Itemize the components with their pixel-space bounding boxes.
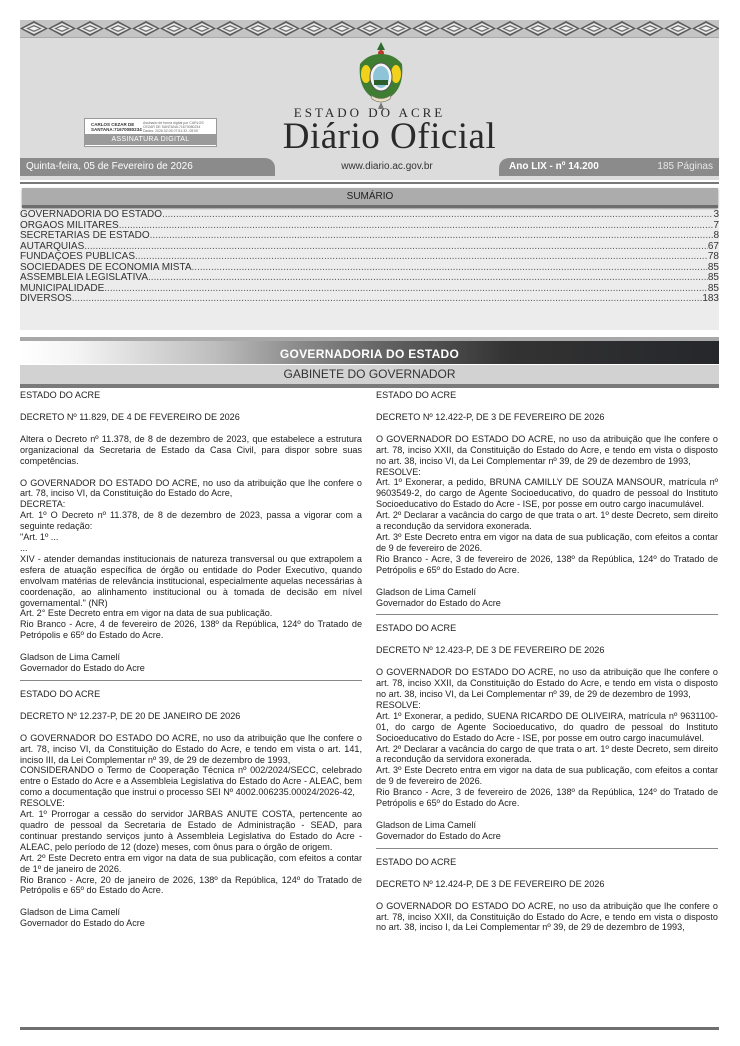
decree-paragraph: Rio Branco - Acre, 20 de janeiro de 2026, 138º da República, 124º do Tratado de Petrópolis e 65º do Estado do Acre.	[20, 874, 362, 896]
website-link[interactable]: www.diario.ac.gov.br	[341, 161, 433, 172]
decree-paragraph: Art. 1º Prorrogar a cessão do servidor JARBAS ANUTE COSTA, pertencente ao quadro de pessoal da Secretaria de Estado de Administração - SEAD, para continuar prestando serviços junto à Assembleia Legislativa do Estado do Acre - ALEAC, pelo período de 12 (doze) meses, com ônus para o órgão de origem.	[20, 809, 362, 852]
decree-paragraph: Rio Branco - Acre, 4 de fevereiro de 2026, 138º da República, 124º do Tratado de Petrópolis e 65º do Estado do Acre.	[20, 619, 362, 641]
decree-state: ESTADO DO ACRE	[376, 623, 457, 634]
signature-detail-line3: Dados: 2026.02.05 07:51:32 -05'00'	[143, 128, 199, 133]
coat-of-arms-icon	[354, 40, 408, 110]
toc-item[interactable]	[20, 231, 719, 242]
signature-name-line1: CARLOS CEZAR DE	[91, 121, 135, 127]
decree-paragraph: Art. 2º Declarar a vacância do cargo de que trata o art. 1º deste Decreto, sem direito a recondução da servidora exonerada.	[376, 510, 718, 532]
toc-item-page: 67	[707, 241, 719, 252]
toc-leader-dots	[192, 263, 708, 274]
table-of-contents	[20, 210, 719, 330]
toc-item[interactable]	[20, 263, 719, 274]
decree-signer-role: Governador do Estado do Acre	[20, 663, 145, 674]
decree-ementa: Altera o Decreto nº 11.378, de 8 de dezembro de 2023, que estabelece a estrutura organizacional da Secretaria de Estado da Casa Civil, para dispor sobre suas competências.	[20, 433, 362, 466]
toc-item-label: SECRETARIAS DE ESTADO	[20, 231, 150, 241]
toc-item-page: 85	[707, 283, 719, 294]
signature-name-line2: SANTANA:71670080234	[91, 126, 142, 132]
decree-title: DECRETO Nº 12.422-P, DE 3 DE FEVEREIRO DE 2026	[376, 411, 605, 422]
decree-separator	[376, 848, 718, 849]
info-bar	[20, 158, 719, 176]
decree-paragraph: Art. 1º Exonerar, a pedido, BRUNA CAMILLY DE SOUZA MANSOUR, matrícula nº 9603549-2, do cargo de Agente Socioeducativo, do quadro de pessoal do Instituto Socioeducativo do Estado do Acre - ISE, por posse em outro cargo inacumulável.	[376, 477, 718, 510]
toc-leader-dots	[148, 273, 708, 284]
toc-leader-dots	[104, 284, 708, 295]
decree-paragraph: O GOVERNADOR DO ESTADO DO ACRE, no uso da atribuição que lhe confere o art. 78, inciso XXII, da Constituição do Estado do Acre, e tendo em vista o disposto no art. 38, inciso I, da Lei Complementar nº 39, de 29 de dezembro de 1993,	[376, 900, 718, 933]
decree-paragraph: Art. 3º Este Decreto entra em vigor na data de sua publicação, com efeitos a contar de 9 de fevereiro de 2026.	[376, 531, 718, 553]
decree-paragraph: Rio Branco - Acre, 3 de fevereiro de 2026, 138º da República, 124º do Tratado de Petrópolis e 65º do Estado do Acre.	[376, 787, 718, 809]
toc-item-label: MUNICIPALIDADE	[20, 283, 105, 294]
masthead	[20, 20, 719, 180]
state-name: ESTADO DO ACRE	[293, 105, 446, 120]
toc-item-label: ASSEMBLEIA LEGISLATIVA	[20, 273, 149, 283]
decree-state: ESTADO DO ACRE	[20, 390, 101, 400]
toc-leader-dots	[84, 242, 708, 253]
decree	[376, 390, 718, 608]
decree-state: ESTADO DO ACRE	[376, 856, 457, 867]
toc-leader-dots	[135, 252, 708, 263]
decree-paragraph: O GOVERNADOR DO ESTADO DO ACRE, no uso da atribuição que lhe confere o art. 78, inciso VI, da Constituição do Estado do Acre,	[20, 477, 362, 499]
toc-item-label: GOVERNADORIA DO ESTADO	[20, 210, 163, 220]
decree-paragraph: RESOLVE:	[376, 466, 421, 477]
decree-paragraph: XIV - atender demandas institucionais de natureza transversal ou que extrapolem a esfera de atuação específica de órgão ou entidade do Poder Executivo, quando envolvam matérias de relevância institucional, especialmente aquelas necessárias à coordenação, ao alinhamento institucional ou à tomada de decisão em nível governamental." (NR)	[20, 553, 362, 608]
decree-separator	[20, 680, 362, 681]
toc-item-label: ÓRGÃOS MILITARES	[20, 220, 119, 231]
decree-paragraph: CONSIDERANDO o Termo de Cooperação Técnica nº 002/2024/SECC, celebrado entre o Estado do Acre e a Assembleia Legislativa do Estado do Acre - ALEAC, bem como a documentação que instrui o processo SEI Nº 4002.006235.00024/2026-42,	[20, 765, 362, 798]
section-title: GOVERNADORIA DO ESTADO	[279, 347, 460, 361]
toc-leader-dots	[150, 231, 714, 242]
decree-signer: Gladson de Lima Camelí	[20, 652, 121, 663]
signature-detail-line2: CEZAR DE SANTANA:71670080234	[143, 124, 201, 129]
decree-signer: Gladson de Lima Camelí	[376, 820, 477, 830]
decree-paragraph: Art. 3º Este Decreto entra em vigor na data de sua publicação, com efeitos a contar de 9 de fevereiro de 2026.	[376, 765, 718, 787]
decree-title: DECRETO Nº 12.237-P, DE 20 DE JANEIRO DE 2026	[20, 710, 241, 721]
toc-item[interactable]	[20, 273, 719, 284]
decree-paragraph: "Art. 1º ...	[20, 532, 59, 543]
left-column	[20, 390, 362, 929]
decree-title: DECRETO Nº 12.423-P, DE 3 DE FEVEREIRO DE 2026	[376, 645, 605, 656]
section-header	[20, 337, 719, 364]
decree-separator	[376, 614, 718, 615]
toc-item-page: 183	[702, 294, 719, 304]
toc-item[interactable]	[20, 284, 719, 295]
page-bottom-rule	[20, 1027, 719, 1030]
publication-title: Diário Oficial	[282, 116, 497, 157]
decree-signer-role: Governador do Estado do Acre	[376, 830, 501, 841]
decree-title: DECRETO Nº 11.829, DE 4 DE FEVEREIRO DE 2026	[20, 411, 240, 422]
toc-leader-dots	[119, 221, 714, 232]
decree-paragraph: RESOLVE:	[20, 798, 65, 809]
decree-paragraph: O GOVERNADOR DO ESTADO DO ACRE, no uso da atribuição que lhe confere o art. 78, inciso VI, da Constituição do Estado do Acre, e tendo em vista o art. 141, inciso III, da Lei Complementar nº 39, de 29 de dezembro de 1993,	[20, 732, 362, 765]
toc-item-label: AUTARQUIAS	[20, 241, 85, 252]
decree-paragraph: DECRETA:	[20, 499, 66, 510]
decree-state: ESTADO DO ACRE	[20, 688, 101, 699]
toc-leader-dots	[162, 210, 713, 221]
decree	[20, 689, 362, 929]
toc-item-page: 3	[713, 210, 719, 220]
toc-item[interactable]	[20, 252, 719, 263]
toc-item-label: FUNDAÇÕES PÚBLICAS	[20, 252, 136, 262]
summary-title: SUMÁRIO	[22, 188, 718, 208]
decree-signer-role: Governador do Estado do Acre	[376, 597, 501, 608]
toc-item-page: 85	[707, 273, 719, 283]
decree-state: ESTADO DO ACRE	[376, 390, 457, 400]
decree	[376, 623, 718, 841]
decree-paragraph: Art. 2º Este Decreto entra em vigor na data de sua publicação, com efeitos a contar de 1º de janeiro de 2026.	[20, 852, 362, 874]
toc-leader-dots	[72, 294, 703, 305]
issue-date: Quinta-feira, 05 de Fevereiro de 2026	[26, 161, 193, 172]
decree-paragraph: Art. 1º Exonerar, a pedido, SUENA RICARDO DE OLIVEIRA, matrícula nº 9631100-01, do cargo de Agente Socioeducativo, do quadro de pessoal do Instituto Socioeducativo do Estado do Acre - ISE, por posse em outro cargo inacumulável.	[376, 710, 718, 743]
toc-item-label: SOCIEDADES DE ECONOMIA MISTA	[20, 262, 192, 273]
decorative-ribbon	[20, 20, 719, 38]
decree-title: DECRETO Nº 12.424-P, DE 3 DE FEVEREIRO DE 2026	[376, 878, 605, 889]
toc-item-page: 78	[707, 252, 719, 262]
toc-item[interactable]	[20, 294, 719, 305]
toc-item-label: DIVERSOS	[20, 294, 72, 304]
decree-signer: Gladson de Lima Camelí	[20, 907, 121, 918]
toc-item[interactable]	[20, 242, 719, 253]
decree-paragraph: ...	[20, 542, 28, 553]
decree-signer: Gladson de Lima Camelí	[376, 586, 477, 597]
decree-paragraph: RESOLVE:	[376, 699, 421, 710]
decree	[20, 390, 362, 674]
page-count: 185 Páginas	[657, 161, 713, 172]
toc-item[interactable]	[20, 210, 719, 221]
toc-item-page: 7	[713, 220, 719, 231]
decree-paragraph: Art. 1º O Decreto nº 11.378, de 8 de dezembro de 2023, passa a vigorar com a seguinte redação:	[20, 510, 362, 532]
decree-paragraph: O GOVERNADOR DO ESTADO DO ACRE, no uso da atribuição que lhe confere o art. 78, inciso XXII, da Constituição do Estado do Acre, e tendo em vista o disposto no art. 38, inciso VI, da Lei Complementar nº 39, de 29 de dezembro de 1993,	[376, 433, 718, 466]
decree-paragraph: O GOVERNADOR DO ESTADO DO ACRE, no uso da atribuição que lhe confere o art. 78, inciso XXII, da Constituição do Estado do Acre, e tendo em vista o disposto no art. 38, inciso VI, da Lei Complementar nº 39, de 29 de dezembro de 1993,	[376, 667, 718, 700]
subsection-title: GABINETE DO GOVERNADOR	[20, 365, 719, 388]
signature-label: ASSINATURA DIGITAL	[85, 134, 216, 145]
toc-item-page: 8	[713, 231, 719, 241]
decree-paragraph: Rio Branco - Acre, 3 de fevereiro de 2026, 138º da República, 124º do Tratado de Petrópolis e 65º do Estado do Acre.	[376, 553, 718, 575]
divider	[20, 182, 719, 184]
decree-paragraph: Art. 2° Este Decreto entra em vigor na data de sua publicação.	[20, 608, 273, 619]
toc-item-page: 85	[707, 262, 719, 273]
decree-paragraph: Art. 2º Declarar a vacância do cargo de que trata o art. 1º deste Decreto, sem direito a recondução da servidora exonerada.	[376, 743, 718, 765]
ribbon-pattern-icon	[20, 20, 719, 37]
toc-item[interactable]	[20, 221, 719, 232]
decree-signer-role: Governador do Estado do Acre	[20, 918, 145, 929]
digital-signature-stamp	[84, 118, 217, 147]
edition-number: Ano LIX - nº 14.200	[509, 161, 599, 172]
right-column	[376, 390, 718, 933]
decree	[376, 857, 718, 934]
signature-detail-line1: Assinado de forma digital por CARLOS	[143, 120, 204, 125]
